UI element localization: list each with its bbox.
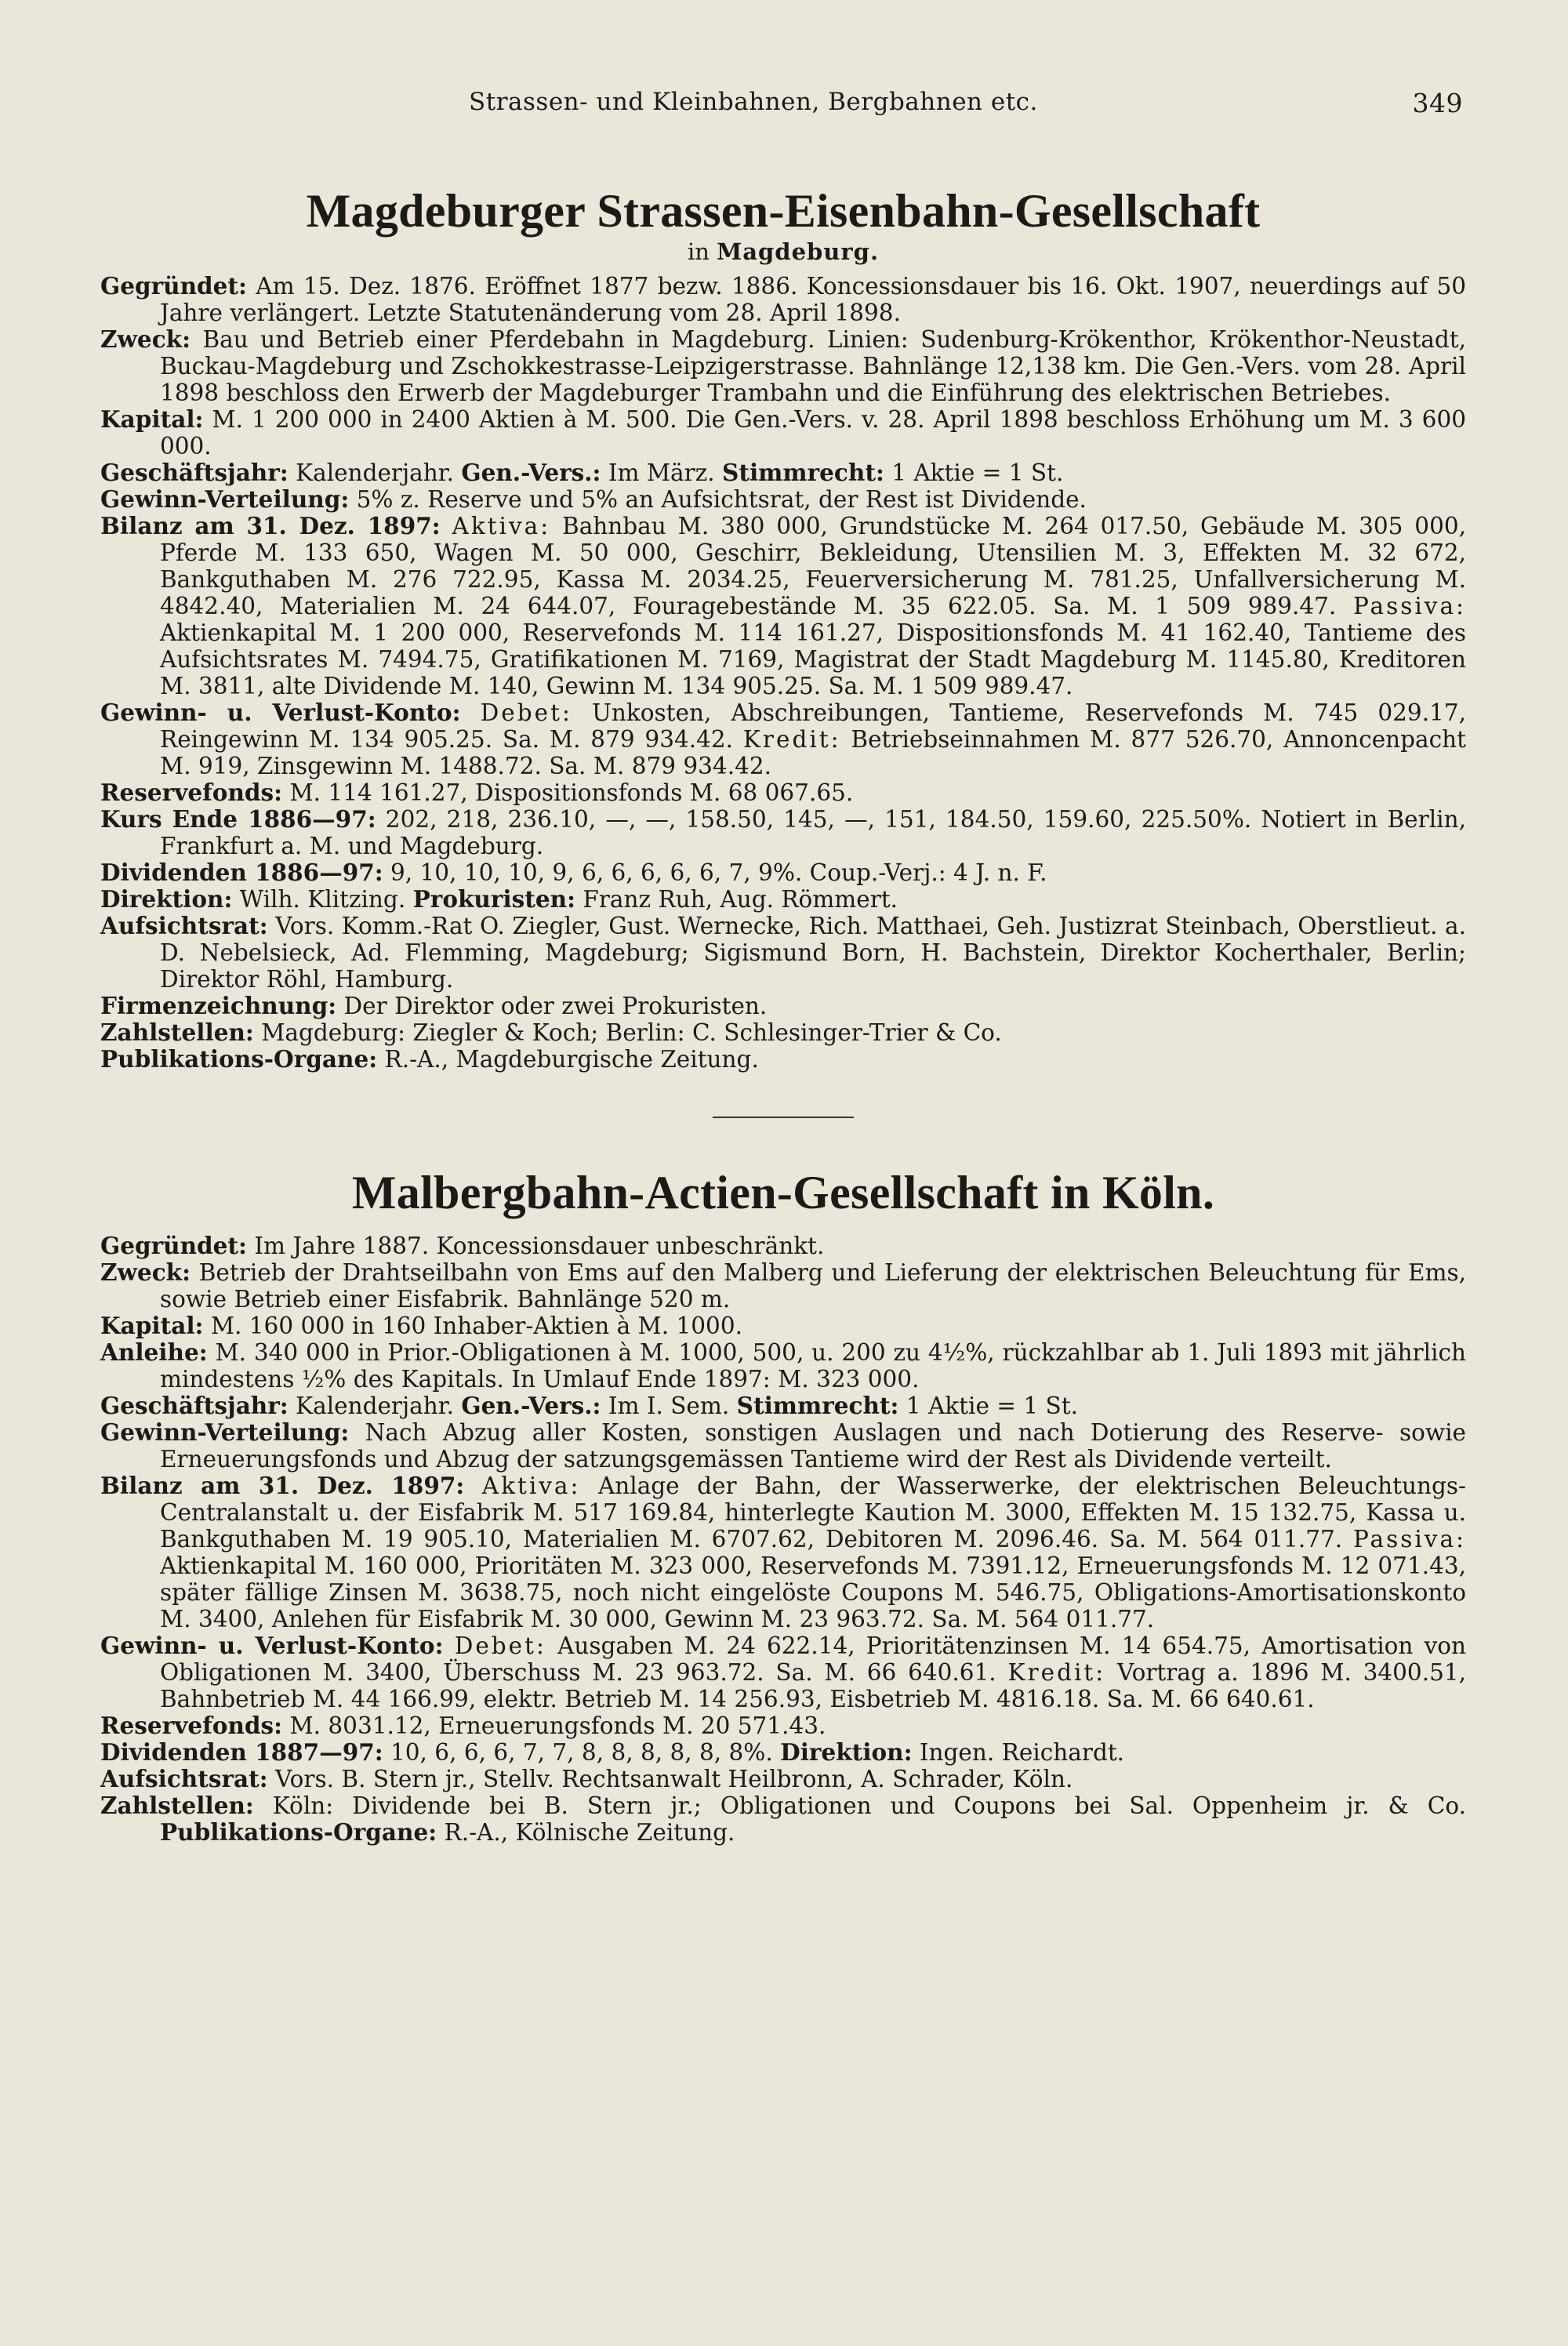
label: Geschäftsjahr: bbox=[100, 459, 289, 486]
value: Kalenderjahr. bbox=[288, 1393, 454, 1419]
kredit-label: Kredit: bbox=[742, 726, 841, 753]
company2-geschaeftsjahr bbox=[100, 1393, 1466, 1419]
company1-kapital bbox=[100, 406, 1466, 459]
label: Geschäftsjahr: bbox=[100, 1392, 289, 1419]
value: M. 340 000 in Prior.-Obligationen à M. 1000, 500, u. 200 zu 4½%, rückzahlbar ab 1. Juli 1893 mit jährlich mindestens ½% des Kapitals. In Umlauf Ende 1897: M. 323 000. bbox=[160, 1339, 1466, 1393]
passiva-label: Passiva: bbox=[1352, 593, 1466, 619]
company2-dividenden bbox=[100, 1739, 1466, 1766]
running-head bbox=[100, 88, 1466, 129]
debet-label: Debet: bbox=[454, 1632, 546, 1659]
value: Bahnbau M. 380 000, Grundstücke M. 264 017.50, Gebäude M. 305 000, Pferde M. 133 650, Wagen M. 50 000, Geschirr, Bekleidung, Utensilien M. 3, Effekten M. 32 672, Bankguthaben M. 276 722.95, Kassa M. 2034.25, Feuerversicherung M. 781.25, Unfallversicherung M. 4842.40, Materialien M. 24 644.07, Fouragebestände M. 35 622.05. Sa. M. 1 509 989.47. bbox=[160, 513, 1466, 619]
value: Am 15. Dez. 1876. Eröffnet 1877 bezw. 1886. Koncessionsdauer bis 16. Okt. 1907, neuerdings auf 50 Jahre verlängert. Letzte Statutenänderung vom 28. April 1898. bbox=[160, 273, 1466, 326]
label: Bilanz am 31. Dez. 1897: bbox=[100, 1472, 465, 1499]
label: Firmenzeichnung: bbox=[100, 992, 337, 1019]
value: Der Direktor oder zwei Prokuristen. bbox=[336, 993, 768, 1019]
value: Bau und Betrieb einer Pferdebahn in Magdeburg. Linien: Sudenburg-Krökenthor, Krökenthor-Neustadt, Buckau-Magdeburg und Zschokkestrasse-Leipzigerstrasse. Bahnlänge 12,138 km. Die Gen.-Vers. vom 28. April 1898 beschloss den Erwerb der Magdeburger Trambahn und die Einführung des elektrischen Betriebes. bbox=[160, 326, 1466, 406]
value: M. 8031.12, Erneuerungsfonds M. 20 571.43. bbox=[282, 1712, 826, 1739]
page bbox=[100, 88, 1466, 1846]
label: Aufsichtsrat: bbox=[100, 912, 268, 939]
label: Stimmrecht: bbox=[736, 1392, 899, 1419]
label: Gewinn- u. Verlust-Konto: bbox=[100, 1632, 444, 1659]
value: R.-A., Magdeburgische Zeitung. bbox=[377, 1046, 759, 1073]
running-head-title: Strassen- und Kleinbahnen, Bergbahnen etc. bbox=[469, 88, 1038, 116]
company1-geschaeftsjahr bbox=[100, 459, 1466, 486]
value: Betriebseinnahmen M. 877 526.70, Annoncenpacht M. 919, Zinsgewinn M. 1488.72. Sa. M. 879 934.42. bbox=[160, 726, 1466, 779]
company2-zahlstellen bbox=[100, 1792, 1466, 1846]
company1-gewinn-verteilung bbox=[100, 486, 1466, 513]
value: 1 Aktie = 1 St. bbox=[884, 459, 1064, 486]
company2-gegruendet bbox=[100, 1233, 1466, 1259]
label: Zweck: bbox=[100, 1258, 191, 1286]
value: Nach Abzug aller Kosten, sonstigen Auslagen und nach Dotierung des Reserve- sowie Erneuerungsfonds und Abzug der satzungsgemässen Tantieme wird der Rest als Dividende verteilt. bbox=[160, 1419, 1466, 1473]
label: Zahlstellen: bbox=[100, 1019, 254, 1046]
company1-firmenzeichnung bbox=[100, 993, 1466, 1019]
value: 1 Aktie = 1 St. bbox=[898, 1393, 1078, 1419]
label: Stimmrecht: bbox=[722, 459, 884, 486]
label: Aufsichtsrat: bbox=[100, 1765, 268, 1792]
value: Kalenderjahr. bbox=[288, 459, 454, 486]
value: M. 1 200 000 in 2400 Aktien à M. 500. Die Gen.-Vers. v. 28. April 1898 beschloss Erhöhung um M. 3 600 000. bbox=[160, 406, 1466, 459]
value: Franz Ruh, Aug. Römmert. bbox=[575, 886, 898, 913]
company2-guv bbox=[100, 1632, 1466, 1712]
label: Dividenden 1886—97: bbox=[100, 859, 383, 886]
company2-title: Malbergbahn-Actien-Gesellschaft in Köln. bbox=[351, 1167, 1215, 1218]
company1-direktion bbox=[100, 886, 1466, 913]
label: Zweck: bbox=[100, 325, 191, 353]
company1-gegruendet bbox=[100, 273, 1466, 326]
label: Reservefonds: bbox=[100, 779, 283, 806]
company2-aufsichtsrat bbox=[100, 1766, 1466, 1792]
company1-dividenden bbox=[100, 859, 1466, 886]
value: Vortrag a. 1896 M. 3400.51, Bahnbetrieb M. 44 166.99, elektr. Betrieb M. 14 256.93, Eisbetrieb M. 4816.18. Sa. M. 66 640.61. bbox=[160, 1659, 1466, 1712]
label: Gewinn- u. Verlust-Konto: bbox=[100, 699, 461, 726]
company1-subtitle bbox=[100, 238, 1466, 265]
company2-reservefonds bbox=[100, 1712, 1466, 1739]
value: Ausgaben M. 24 622.14, Prioritätenzinsen M. 14 654.75, Amortisation von Obligationen M. 3400, Überschuss M. 23 963.72. Sa. M. 66 640.61. bbox=[160, 1632, 1466, 1686]
label: Dividenden 1887—97: bbox=[100, 1738, 383, 1766]
label: Kapital: bbox=[100, 1312, 204, 1339]
company1-city: Magdeburg. bbox=[717, 238, 880, 265]
value: Wilh. Klitzing. bbox=[232, 886, 406, 913]
label: Prokuristen: bbox=[412, 885, 575, 913]
value: Ingen. Reichardt. bbox=[912, 1739, 1125, 1766]
label: Publikations-Organe: bbox=[160, 1818, 437, 1846]
label: Gen.-Vers.: bbox=[461, 459, 601, 486]
company1-zahlstellen bbox=[100, 1019, 1466, 1046]
company1-aufsichtsrat bbox=[100, 913, 1466, 993]
value: Aktienkapital M. 160 000, Prioritäten M. 323 000, Reservefonds M. 7391.12, Erneuerungsfonds M. 12 071.43, später fällige Zinsen M. 3638.75, noch nicht eingelöste Coupons M. 546.75, Obligations-Amortisationskonto M. 3400, Anlehen für Eisfabrik M. 30 000, Gewinn M. 23 963.72. Sa. M. 564 011.77. bbox=[160, 1552, 1466, 1632]
label: Gegründet: bbox=[100, 272, 247, 300]
label: Publikations-Organe: bbox=[100, 1045, 378, 1073]
label: Reservefonds: bbox=[100, 1712, 283, 1739]
value: M. 114 161.27, Dispositionsfonds M. 68 067.65. bbox=[282, 779, 854, 806]
label: Gegründet: bbox=[100, 1232, 247, 1259]
value: Betrieb der Drahtseilbahn von Ems auf den Malberg und Lieferung der elektrischen Beleuchtung für Ems, sowie Betrieb einer Eisfabrik. Bahnlänge 520 m. bbox=[160, 1259, 1466, 1313]
company1-title: Magdeburger Strassen-Eisenbahn-Gesellschaft bbox=[306, 185, 1261, 237]
passiva-label: Passiva: bbox=[1352, 1526, 1466, 1552]
value: 5% z. Reserve und 5% an Aufsichtsrat, der Rest ist Dividende. bbox=[349, 486, 1087, 513]
value: Im Jahre 1887. Koncessionsdauer unbeschränkt. bbox=[246, 1233, 825, 1259]
company1-publikations-organe bbox=[100, 1046, 1466, 1073]
page-number: 349 bbox=[1412, 88, 1463, 118]
value: Vors. Komm.-Rat O. Ziegler, Gust. Wernecke, Rich. Matthaei, Geh. Justizrat Steinbach, Oberstlieut. a. D. Nebelsieck, Ad. Flemming, Magdeburg; Sigismund Born, H. Bachstein, Direktor Kocherthaler, Berlin; Direktor Röhl, Hamburg. bbox=[160, 913, 1466, 993]
value: 202, 218, 236.10, —, —, 158.50, 145, —, 151, 184.50, 159.60, 225.50%. Notiert in Berlin, Frankfurt a. M. und Magdeburg. bbox=[160, 806, 1466, 859]
label: Bilanz am 31. Dez. 1897: bbox=[100, 512, 441, 539]
company1-kurs bbox=[100, 806, 1466, 859]
company1-zweck bbox=[100, 326, 1466, 406]
aktiva-label: Aktiva: bbox=[481, 1473, 581, 1499]
company1-bilanz bbox=[100, 513, 1466, 699]
label: Gen.-Vers.: bbox=[461, 1392, 601, 1419]
label: Gewinn-Verteilung: bbox=[100, 1418, 350, 1446]
company2-zweck bbox=[100, 1259, 1466, 1313]
value: Vors. B. Stern jr., Stellv. Rechtsanwalt Heilbronn, A. Schrader, Köln. bbox=[267, 1766, 1073, 1792]
debet-label: Debet: bbox=[480, 699, 572, 726]
value: M. 160 000 in 160 Inhaber-Aktien à M. 1000. bbox=[203, 1313, 742, 1339]
aktiva-label: Aktiva: bbox=[452, 513, 551, 539]
value: 9, 10, 10, 10, 9, 6, 6, 6, 6, 6, 7, 9%. Coup.-Verj.: 4 J. n. F. bbox=[383, 859, 1047, 886]
label: Zahlstellen: bbox=[100, 1792, 254, 1819]
company2-gewinn-verteilung bbox=[100, 1419, 1466, 1473]
label: Direktion: bbox=[780, 1738, 913, 1766]
value: Im I. Sem. bbox=[601, 1393, 730, 1419]
value: Magdeburg: Ziegler & Koch; Berlin: C. Schlesinger-Trier & Co. bbox=[253, 1019, 1002, 1046]
value: R.-A., Kölnische Zeitung. bbox=[437, 1819, 735, 1846]
company1-guv bbox=[100, 699, 1466, 779]
label: Gewinn-Verteilung: bbox=[100, 485, 350, 513]
company2-kapital bbox=[100, 1313, 1466, 1339]
company1-subtitle-prefix: in bbox=[687, 238, 717, 265]
label: Kapital: bbox=[100, 405, 204, 433]
value: Unkosten, Abschreibungen, Tantieme, Reservefonds M. 745 029.17, Reingewinn M. 134 905.25. Sa. M. 879 934.42. bbox=[160, 699, 1466, 753]
value: 10, 6, 6, 6, 7, 7, 8, 8, 8, 8, 8, 8%. bbox=[383, 1739, 773, 1766]
value: Im März. bbox=[601, 459, 715, 486]
section-divider bbox=[713, 1117, 854, 1118]
label: Anleihe: bbox=[100, 1338, 208, 1366]
value: Köln: Dividende bei B. Stern jr.; Obligationen und Coupons bei Sal. Oppenheim jr. & Co. bbox=[253, 1792, 1466, 1819]
value: Aktienkapital M. 1 200 000, Reservefonds M. 114 161.27, Dispositionsfonds M. 41 162.40, Tantieme des Aufsichtsrates M. 7494.75, Gratifikationen M. 7169, Magistrat der Stadt Magdeburg M. 1145.80, Kreditoren M. 3811, alte Dividende M. 140, Gewinn M. 134 905.25. Sa. M. 1 509 989.47. bbox=[160, 619, 1466, 699]
value: Anlage der Bahn, der Wasserwerke, der elektrischen Beleuchtungs-Centralanstalt u. der Eisfabrik M. 517 169.84, hinterlegte Kaution M. 3000, Effekten M. 15 132.75, Kassa u. Bankguthaben M. 19 905.10, Materialien M. 6707.62, Debitoren M. 2096.46. Sa. M. 564 011.77. bbox=[160, 1473, 1466, 1552]
kredit-label: Kredit: bbox=[1007, 1659, 1106, 1686]
company1-reservefonds bbox=[100, 779, 1466, 806]
label: Kurs Ende 1886—97: bbox=[100, 805, 376, 833]
label: Direktion: bbox=[100, 885, 233, 913]
company2-anleihe bbox=[100, 1339, 1466, 1393]
company2-bilanz bbox=[100, 1473, 1466, 1632]
